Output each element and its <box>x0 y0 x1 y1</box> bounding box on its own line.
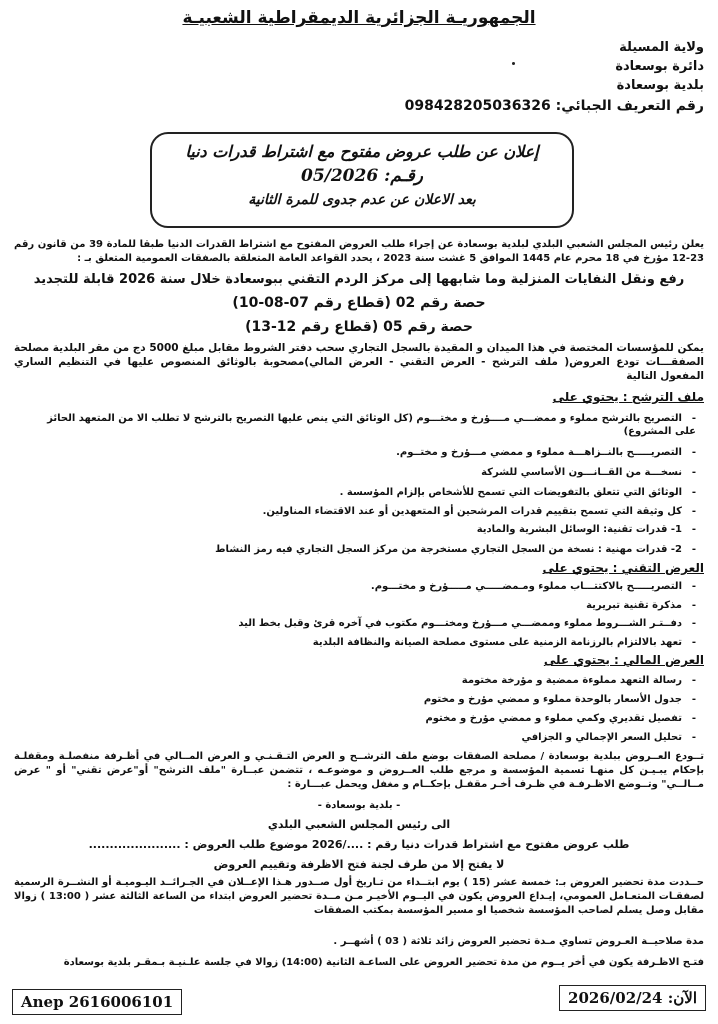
subject-main: رفع ونقل النفايات المنزلية وما شابهها إلى مركز الردم التقني ببوسعادة خلال سنة 2026 قابلة للتجديد <box>33 272 685 287</box>
duration-paragraph: حــددت مدة تحضير العروض بـ: خمسة عشر (15 ) يوم ابتــداء من تـاريخ أول صــدور هـذا الإعــلان في الجـرائــد اليـوميـة أو النشــرة الرسمية لصفقـات المتعـامل العمومي، إيـداع العروض يكون في اليــوم الأخيـر مـن مــدة تحضير العروض ابتداء من الساعة الثالثة عشر ( 13:00 ) زوالا مقابل وصل يسلم لصاحب المؤسسة شخصيا او مسير المؤسسة بمكتب الصفقات <box>14 877 704 916</box>
envelope-reference: طلب عروض مفتوح مع اشتراط قدرات دنيا رقم : ..../2026 موضوع طلب العروض : ...................... <box>88 838 630 851</box>
document-title: الجمهوريـة الجزائرية الديمقراطية الشعبيـة <box>182 8 536 28</box>
header-line-commune: بلدية بوسعادة <box>616 78 704 93</box>
deposit-paragraph: تــودع العــروض ببلدية بوسعادة / مصلحة الصفقات بوضع ملف الترشــح و العرض التـقـنـي و العرض المــالي في أظـرفة منفصلـة ومقفلـة بإحكام يبـيـن كل منهـا تسمية المؤسسة و مرجع طلب العــروض و موضوعـه ، تتضمن عبــارة "ملف الترشح" أو"عرض تقني" أو " عرض مــالــي" وتــوضع الاظـرفـة في ظـرف أخـر مقفـل بإحكــام و مغفل ويحمل عبـــارة : <box>14 751 704 790</box>
technical-item: -دفــتـر الشـــروط مملوء وممضـــي مـــؤرخ ومختـــوم مكتوب في آخره قرئ وقبل بخط اليد <box>238 618 696 629</box>
candidacy-item: -2- قدرات مهنية : نسخة من السجل التجاري مستخرجة من مركز السجل التجاري فيه رمز النشاط <box>215 544 696 555</box>
technical-item: -تعهد بالالتزام بالرزنامة الزمنية على مستوى مصلحة الصيانة والنظافة البلدية <box>312 637 696 648</box>
publication-date-stamp <box>559 985 706 1011</box>
notice-subtitle: بعد الاعلان عن عدم جدوى للمرة الثانية <box>248 192 476 208</box>
financial-item: -رسالة التعهد مملوءة ممضية و مؤرخة مختومة <box>461 675 696 686</box>
speck-mark <box>512 62 515 65</box>
envelope-commune: - بلدية بوسعادة - <box>317 800 401 811</box>
notice-number: رقـم: 05/2026 <box>300 166 423 186</box>
candidacy-item: -الوثائق التي تتعلق بالتفويضات التي تسمح للأشخاص بإلزام المؤسسة . <box>339 487 696 498</box>
financial-item: -تفصيل تقديري وكمي مملوء و ممضي مؤرخ و مختوم <box>425 713 696 724</box>
subject-lot-1: حصة رقم 02 (قطاع رقم 07-08-10) <box>232 295 486 311</box>
financial-item: -جدول الأسعار بالوحدة مملوء و ممضي مؤرخ و مختوم <box>423 694 696 705</box>
offer-paragraph: يمكن للمؤسسات المختصة في هذا الميدان و المقيدة بالسجل التجاري سحب دفتر الشروط مقابل مبلغ 5000 دج من مقر البلدية مصلحة الصفقـــات تودع العروض( ملف الترشح - العرض التقني - العرض المالي)مصحوبة بالوثائق المنصوص عليها في التنظيم الساري المفعول التالية <box>14 342 704 382</box>
publication-date: 2026/02/24 <box>568 989 663 1007</box>
validity-paragraph: مدة صلاحيــة العـروض تساوي مـدة تحضير العروض زائد ثلاثة ( 03 ) أشهــر . <box>333 936 704 947</box>
technical-item: -التصريـــــح بالاكتتـــاب مملوء ومـمضـــــي مـــــؤرخ و مختـــوم. <box>370 581 696 592</box>
candidacy-item: -كل وثيقة التي تسمح بتقييم قدرات المرشحين أو المتعهدين أو عند الاقتضاء المناولين. <box>262 506 696 517</box>
header-line-daira: دائرة بوسعادة <box>615 59 704 74</box>
header-line-wilaya: ولاية المسيلة <box>619 40 704 55</box>
financial-item: -تحليل السعر الإجمالي و الجزافي <box>521 732 696 743</box>
candidacy-item: -التصريح بالترشح مملوء و ممضـــي مــــؤرخ و مختـــوم (كل الوثائق التي ينص عليها التصريح بالترشح لا تطلب الا من المتعهد الحائز على المشروع) <box>47 413 696 437</box>
intro-paragraph: يعلن رئيس المجلس الشعبي البلدي لبلدية بوسعادة عن إجراء طلب العروض المفتوح مع اشتراط القدرات الدنيا طبقا للمادة 39 من قانون رقم 23-12 مؤرخ في 18 محرم عام 1445 الموافق 5 غشت سنة 2023 ، يحدد القواعد العامة المتعلقة بالصفقات العمومية المتعلق بـ : <box>14 239 704 264</box>
technical-heading: العرض التقني : يحتوي على <box>542 561 704 575</box>
financial-heading: العرض المالي : يحتوي على <box>543 653 704 667</box>
technical-item: -مذكرة تقنية تبريرية <box>586 600 696 611</box>
candidacy-item: -1- قدرات تقنية: الوسائل البشرية والمادية <box>476 524 696 535</box>
subject-lot-2: حصة رقم 05 (قطاع رقم 12-13) <box>245 319 473 335</box>
envelope-warning: لا يفتح إلا من طرف لجنة فتح الاظرفة وتقييم العروض <box>213 858 505 871</box>
candidacy-item: -نسخـــة من القــانـــون الأساسي للشركة <box>481 467 696 478</box>
date-label: الآن: <box>667 989 697 1007</box>
envelope-addressee: الى رئيس المجلس الشعبي البلدي <box>267 818 451 831</box>
anep-reference: Anep 2616006101 <box>12 989 182 1015</box>
candidacy-heading: ملف الترشح : يحتوي على <box>552 390 704 404</box>
tax-id: رقم التعريف الجبائي: 098428205036326 <box>404 98 704 114</box>
candidacy-item: -التصريـــــح بالنــزاهـــة مملوء و ممضي مـــؤرخ و مختــوم. <box>396 447 696 458</box>
notice-box <box>150 132 574 228</box>
notice-title: إعلان عن طلب عروض مفتوح مع اشتراط قدرات دنيا <box>185 142 539 161</box>
opening-paragraph: فتـح الاظـرفة يكون في أخر يــوم من مدة تحضير العروض على الساعـة الثانية (14:00) زوالا في جلسة علـنيـة بـمقـر بلدية بوسعادة <box>63 957 704 968</box>
